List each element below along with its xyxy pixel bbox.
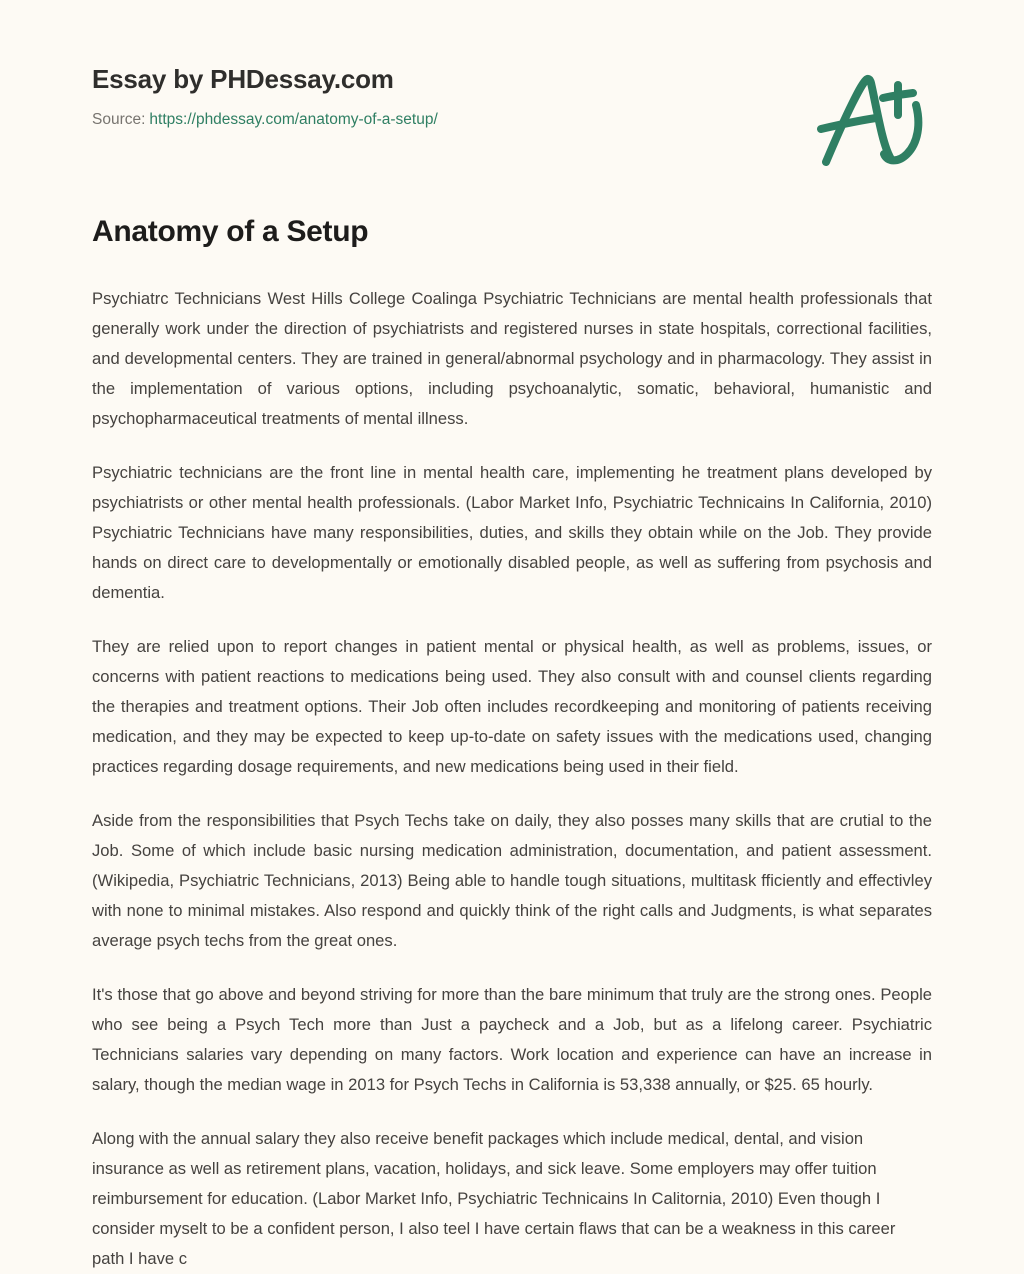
page-header [0,0,1024,190]
brand-title: Essay by PHDessay.com [92,64,394,94]
article-body [92,284,932,1274]
article-paragraph: It's those that go above and beyond striving for more than the bare minimum that truly are the strong ones. People who see being a Psych Tech more than Just a paycheck and a Job, but as a lifelong career. Psychiatric Technicians salaries vary depending on many factors. Work location and experience can have an increase in salary, though the median wage in 2013 for Psych Techs in California is 53,338 annually, or $25. 65 hourly. [92,985,932,1094]
brand-block [92,64,712,131]
article-paragraph: Psychiatrc Technicians West Hills College Coalinga Psychiatric Technicians are mental health professionals that generally work under the direction of psychiatrists and registered nurses in state hospitals, correctional facilities, and developmental centers. They are trained in general/abnormal psychology and in pharmacology. They assist in the implementation of various options, including psychoanalytic, somatic, behavioral, humanistic and psychopharmaceutical treatments of mental illness. [92,289,932,428]
article [92,214,932,1274]
article-paragraph: Aside from the responsibilities that Psych Techs take on daily, they also posses many skills that are crutial to the Job. Some of which include basic nursing medication administration, documentation, and patient assessment. (Wikipedia, Psychiatric Technicians, 2013) Being able to handle tough situations, multitask fficiently and effectivley with none to minimal mistakes. Also respond and quickly think of the right calls and Judgments, is what separates average psych techs from the great ones. [92,811,932,950]
aplus-logo-icon [812,58,932,178]
page-title: Anatomy of a Setup [92,215,369,248]
source-link[interactable]: https://phdessay.com/anatomy-of-a-setup/ [149,111,438,129]
source-label: Source: [92,111,146,129]
article-paragraph: Psychiatric technicians are the front line in mental health care, implementing he treatment plans developed by psychiatrists or other mental health professionals. (Labor Market Info, Psychiatric Technicains In California, 2010) Psychiatric Technicians have many responsibilities, duties, and skills they obtain while on the Job. They provide hands on direct care to developmentally or emotionally disabled people, as well as suffering from psychosis and dementia. [92,463,932,602]
article-paragraph: Along with the annual salary they also receive benefit packages which include medical, dental, and vision insurance as well as retirement plans, vacation, holidays, and sick leave. Some employers may offer tuition reimbursement for education. (Labor Market Info, Psychiatric Technicains In Calitornia, 2010) Even though I consider myselt to be a confident person, I also teel I have certain flaws that can be a weakness in this career path I have c [92,1129,896,1268]
article-paragraph: They are relied upon to report changes in patient mental or physical health, as well as problems, issues, or concerns with patient reactions to medications being used. They also consult with and counsel clients regarding the therapies and treatment options. Their Job often includes recordkeeping and monitoring of patients receiving medication, and they may be expected to keep up-to-date on safety issues with the medications used, changing practices regarding dosage requirements, and new medications being used in their field. [92,637,932,776]
source-line [92,109,712,131]
